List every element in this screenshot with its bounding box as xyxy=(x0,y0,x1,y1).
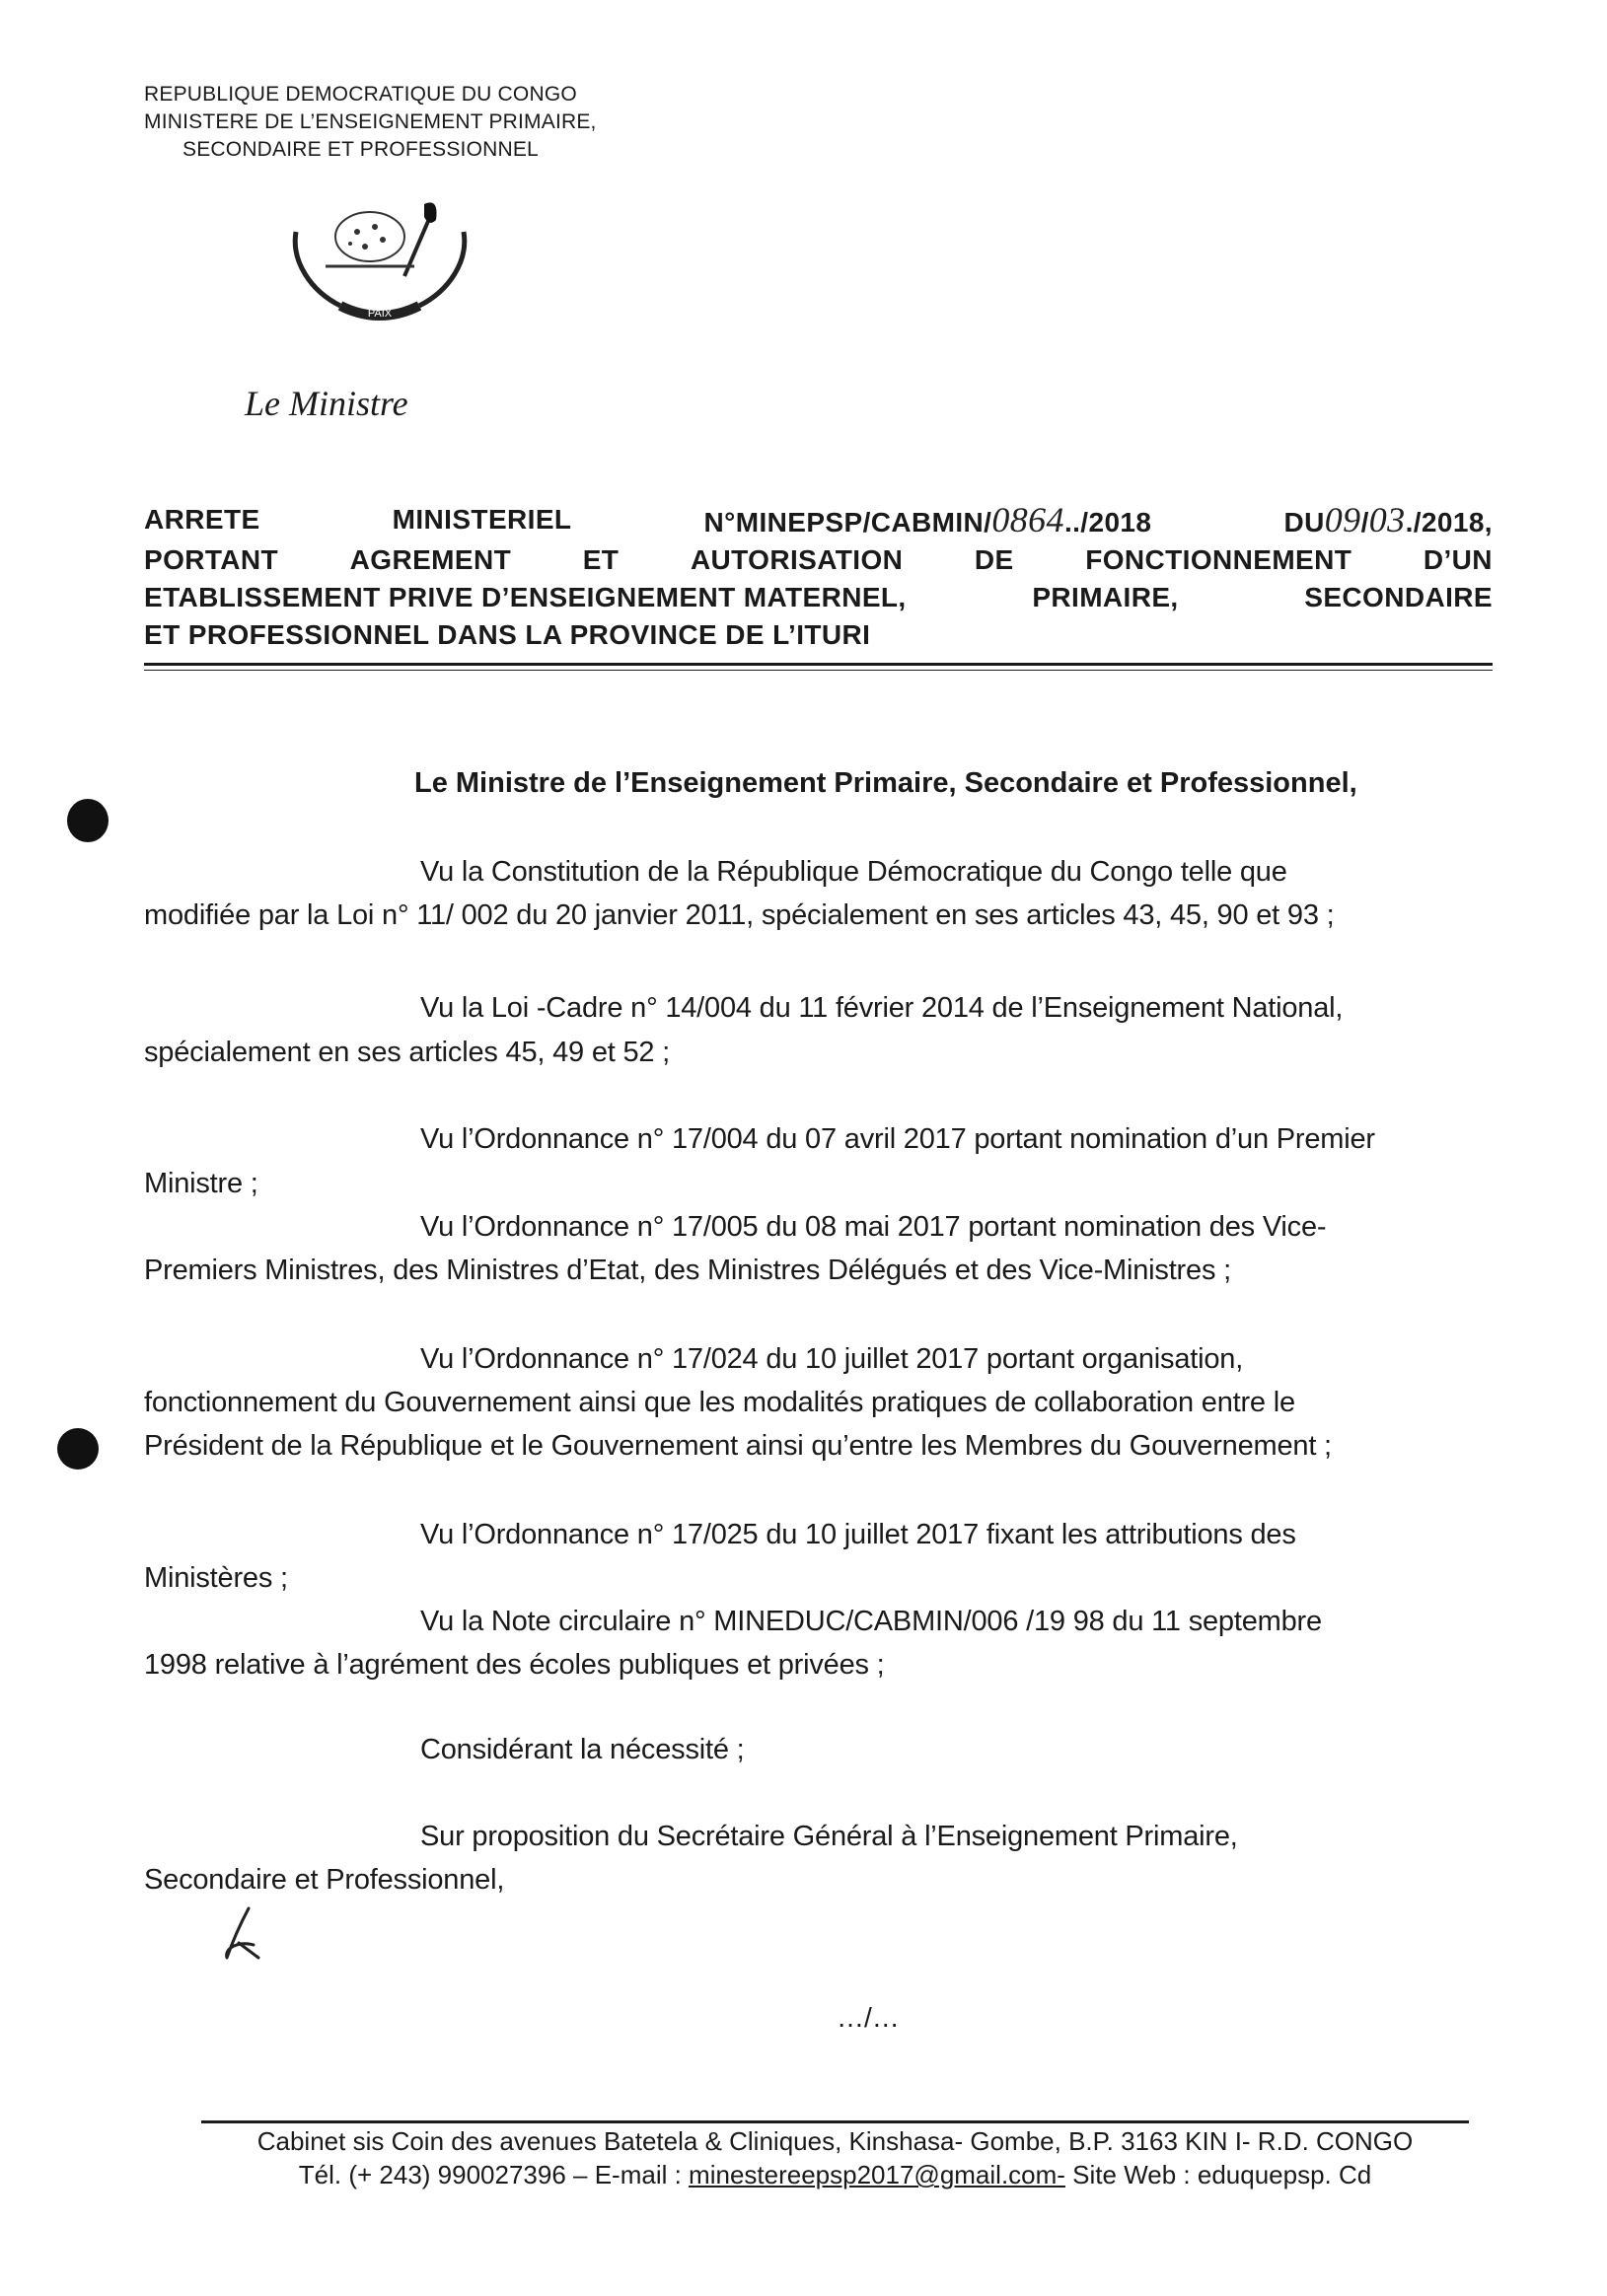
arrete-word: AUTORISATION xyxy=(690,544,904,575)
footer-contact xyxy=(201,2158,1469,2191)
consideration-9-line-2: Secondaire et Professionnel, xyxy=(144,1864,505,1896)
arrete-word: PRIMAIRE, xyxy=(1032,582,1179,612)
consideration-1-line-1: Vu la Constitution de la République Démocratique du Congo telle que xyxy=(420,856,1287,888)
header-republic: REPUBLIQUE DEMOCRATIQUE DU CONGO xyxy=(144,83,577,106)
title-rule-thick xyxy=(144,663,1493,666)
footer-rule xyxy=(201,2120,1469,2123)
arrete-word: ARRETE xyxy=(144,504,260,535)
arrete-word: PORTANT xyxy=(144,544,279,575)
footer-phone: Tél. (+ 243) 990027396 – E-mail : xyxy=(298,2160,690,2189)
footer-address: Cabinet sis Coin des avenues Batetela & Cliniques, Kinshasa- Gombe, B.P. 3163 KIN I- R.D. CONGO xyxy=(256,2126,1414,2156)
consideration-2-line-2: spécialement en ses articles 45, 49 et 52 ; xyxy=(144,1037,671,1068)
consideration-9-line-1: Sur proposition du Secrétaire Général à l’Enseignement Primaire, xyxy=(420,1821,1238,1852)
consideration-4-line-2: Premiers Ministres, des Ministres d’Etat, des Ministres Délégués et des Vice-Ministres ; xyxy=(144,1255,1231,1286)
header-ministry: MINISTERE DE L’ENSEIGNEMENT PRIMAIRE, xyxy=(144,110,597,133)
consideration-5-line-2: fonctionnement du Gouvernement ainsi que les modalités pratiques de collaboration entre le xyxy=(144,1387,1295,1418)
handwritten-initial-mark xyxy=(219,1903,268,1963)
emblem-motto: PAIX xyxy=(367,308,393,320)
handwritten-number: 0864 xyxy=(991,500,1064,539)
footer-website: Site Web : eduquepsp. Cd xyxy=(1064,2160,1372,2189)
arrete-word: DE xyxy=(974,544,1014,575)
arrete-word: D’UN xyxy=(1423,544,1493,575)
consideration-2-line-1: Vu la Loi -Cadre n° 14/004 du 11 février 2014 de l’Enseignement National, xyxy=(420,992,1344,1024)
arrete-number: N°MINEPSP/CABMIN/0864../2018 xyxy=(703,500,1152,539)
consideration-3-line-1: Vu l’Ordonnance n° 17/004 du 07 avril 2017 portant nomination d’un Premier xyxy=(420,1123,1375,1155)
coat-of-arms-emblem xyxy=(286,192,474,325)
arrete-title xyxy=(144,501,1493,654)
punch-hole-mark xyxy=(67,799,109,842)
arrete-word: SECONDAIRE xyxy=(1304,582,1493,612)
arrete-date: DU09/03./2018, xyxy=(1283,500,1493,539)
consideration-7-line-2: 1998 relative à l’agrément des écoles publiques et privées ; xyxy=(144,1649,885,1681)
consideration-6-line-2: Ministères ; xyxy=(144,1562,288,1594)
arrete-line-3 xyxy=(144,579,1493,616)
consideration-1-line-2: modifiée par la Loi n° 11/ 002 du 20 janvier 2011, spécialement en ses articles 43, 45, 90 et 93 ; xyxy=(144,899,1335,931)
consideration-5-line-3: Président de la République et le Gouvernement ainsi qu’entre les Membres du Gouvernement ; xyxy=(144,1430,1332,1462)
header-ministry-cont: SECONDAIRE ET PROFESSIONNEL xyxy=(183,138,539,161)
minister-heading: Le Ministre de l’Enseignement Primaire, Secondaire et Professionnel, xyxy=(414,767,1357,799)
arrete-words: ETABLISSEMENT PRIVE D’ENSEIGNEMENT MATERNEL, xyxy=(144,582,907,612)
handwritten-day: 09 xyxy=(1324,500,1361,539)
consideration-5-line-1: Vu l’Ordonnance n° 17/024 du 10 juillet 2017 portant organisation, xyxy=(420,1343,1244,1375)
footer-email-link[interactable]: minestereepsp2017@gmail.com- xyxy=(689,2160,1065,2189)
arrete-line-4: ET PROFESSIONNEL DANS LA PROVINCE DE L’ITURI xyxy=(144,619,871,650)
arrete-word: ET xyxy=(582,544,620,575)
title-rule-thin xyxy=(144,670,1493,671)
arrete-word: AGREMENT xyxy=(349,544,512,575)
arrete-word: MINISTERIEL xyxy=(392,504,572,535)
consideration-6-line-1: Vu l’Ordonnance n° 17/025 du 10 juillet 2017 fixant les attributions des xyxy=(420,1519,1296,1550)
arrete-line-1 xyxy=(144,501,1493,541)
page-continuation: …/… xyxy=(837,2002,900,2033)
handwritten-month: 03 xyxy=(1368,500,1406,539)
arrete-line-2 xyxy=(144,541,1493,579)
arrete-word: FONCTIONNEMENT xyxy=(1085,544,1352,575)
punch-hole-mark xyxy=(57,1428,99,1470)
consideration-7-line-1: Vu la Note circulaire n° MINEDUC/CABMIN/006 /19 98 du 11 septembre xyxy=(420,1606,1322,1637)
consideration-3-line-2: Ministre ; xyxy=(144,1168,258,1199)
consideration-4-line-1: Vu l’Ordonnance n° 17/005 du 08 mai 2017 portant nomination des Vice- xyxy=(420,1211,1327,1243)
consideration-8: Considérant la nécessité ; xyxy=(420,1734,745,1765)
signatory-title: Le Ministre xyxy=(245,384,408,423)
